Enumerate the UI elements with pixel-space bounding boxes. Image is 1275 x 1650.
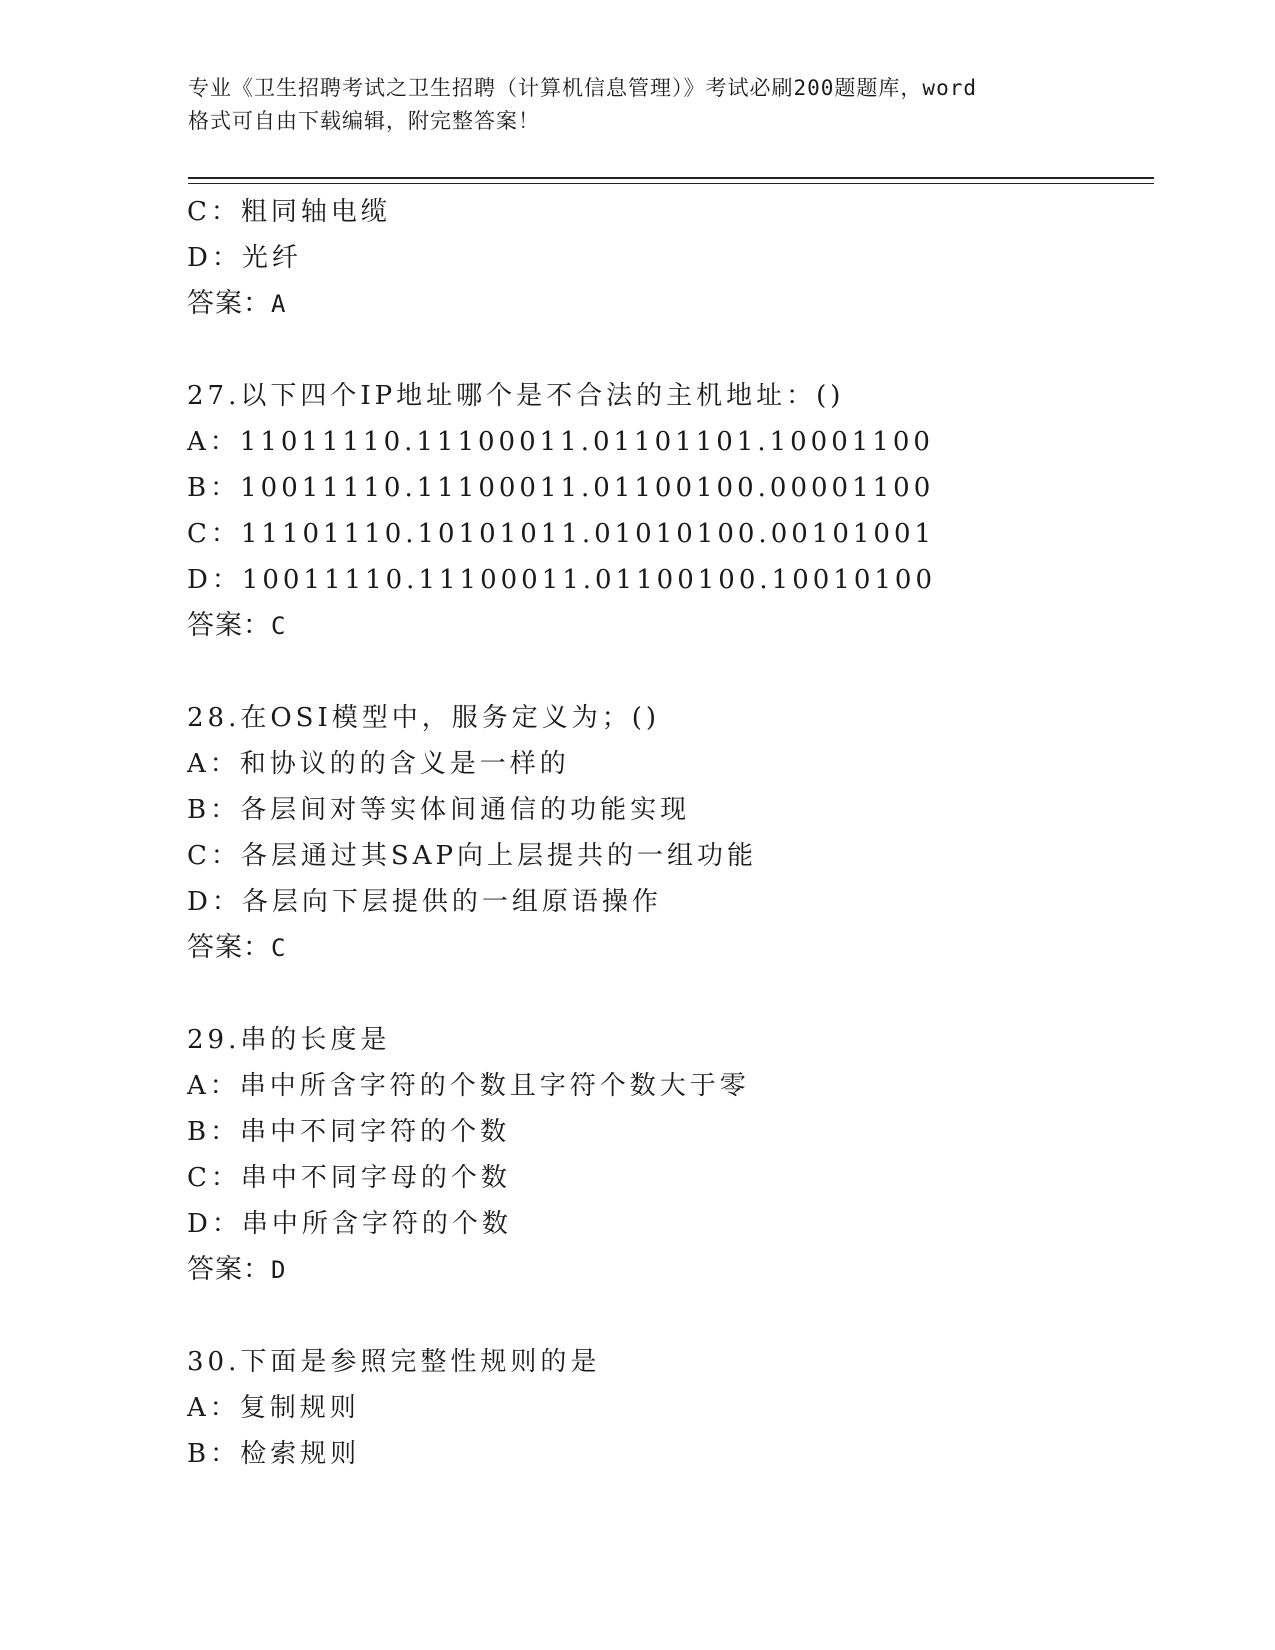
header-divider-thin [188,183,1154,184]
answer-line [187,925,1147,971]
option-d: D：串中所含字符的个数 [187,1209,512,1239]
answer-value: D [271,1256,287,1284]
option-b: B：各层间对等实体间通信的功能实现 [187,795,691,825]
question-text: 30.下面是参照完整性规则的是 [187,1347,601,1377]
option-b: B：检索规则 [187,1439,361,1469]
header-line-2: 格式可自由下载编辑，附完整答案！ [188,109,540,133]
answer-value: C [271,934,287,962]
question-29 [187,1017,1147,1293]
option-a: A：串中所含字符的个数且字符个数大于零 [187,1071,750,1101]
answer-line [187,1247,1147,1293]
answer-label: 答案： [187,288,271,319]
answer-line [187,603,1147,649]
option-c: C：11101110.10101011.01010100.00101001 [187,519,936,549]
question-30 [187,1339,1147,1477]
option-b: B：串中不同字符的个数 [187,1117,511,1147]
question-text: 27.以下四个IP地址哪个是不合法的主机地址：() [187,381,845,411]
header-divider-thick [188,177,1154,179]
option-a: A：11011110.11100011.01101101.10001100 [187,427,934,457]
question-list [187,189,1147,1477]
question-text: 28.在OSI模型中，服务定义为；() [187,703,661,733]
question-27 [187,373,1147,649]
answer-value: A [271,290,287,318]
option-d: D：各层向下层提供的一组原语操作 [187,887,662,917]
option-b: B：10011110.11100011.01100100.00001100 [187,473,935,503]
answer-label: 答案： [187,1254,271,1285]
option-a: A：复制规则 [187,1393,360,1423]
answer-value: C [271,612,287,640]
answer-line [187,281,1147,327]
question-text: 29.串的长度是 [187,1025,391,1055]
header-line-1: 专业《卫生招聘考试之卫生招聘（计算机信息管理）》考试必刷200题题库，word [188,76,977,100]
document-header [188,72,1088,138]
option-d: D：光纤 [187,243,302,273]
option-a: A：和协议的的含义是一样的 [187,749,570,779]
option-c: C：粗同轴电缆 [187,197,391,227]
answer-label: 答案： [187,932,271,963]
question-28 [187,695,1147,971]
question-26-tail [187,189,1147,327]
answer-label: 答案： [187,610,271,641]
option-c: C：串中不同字母的个数 [187,1163,511,1193]
option-d: D：10011110.11100011.01100100.10010100 [187,565,936,595]
option-c: C：各层通过其SAP向上层提共的一组功能 [187,841,757,871]
